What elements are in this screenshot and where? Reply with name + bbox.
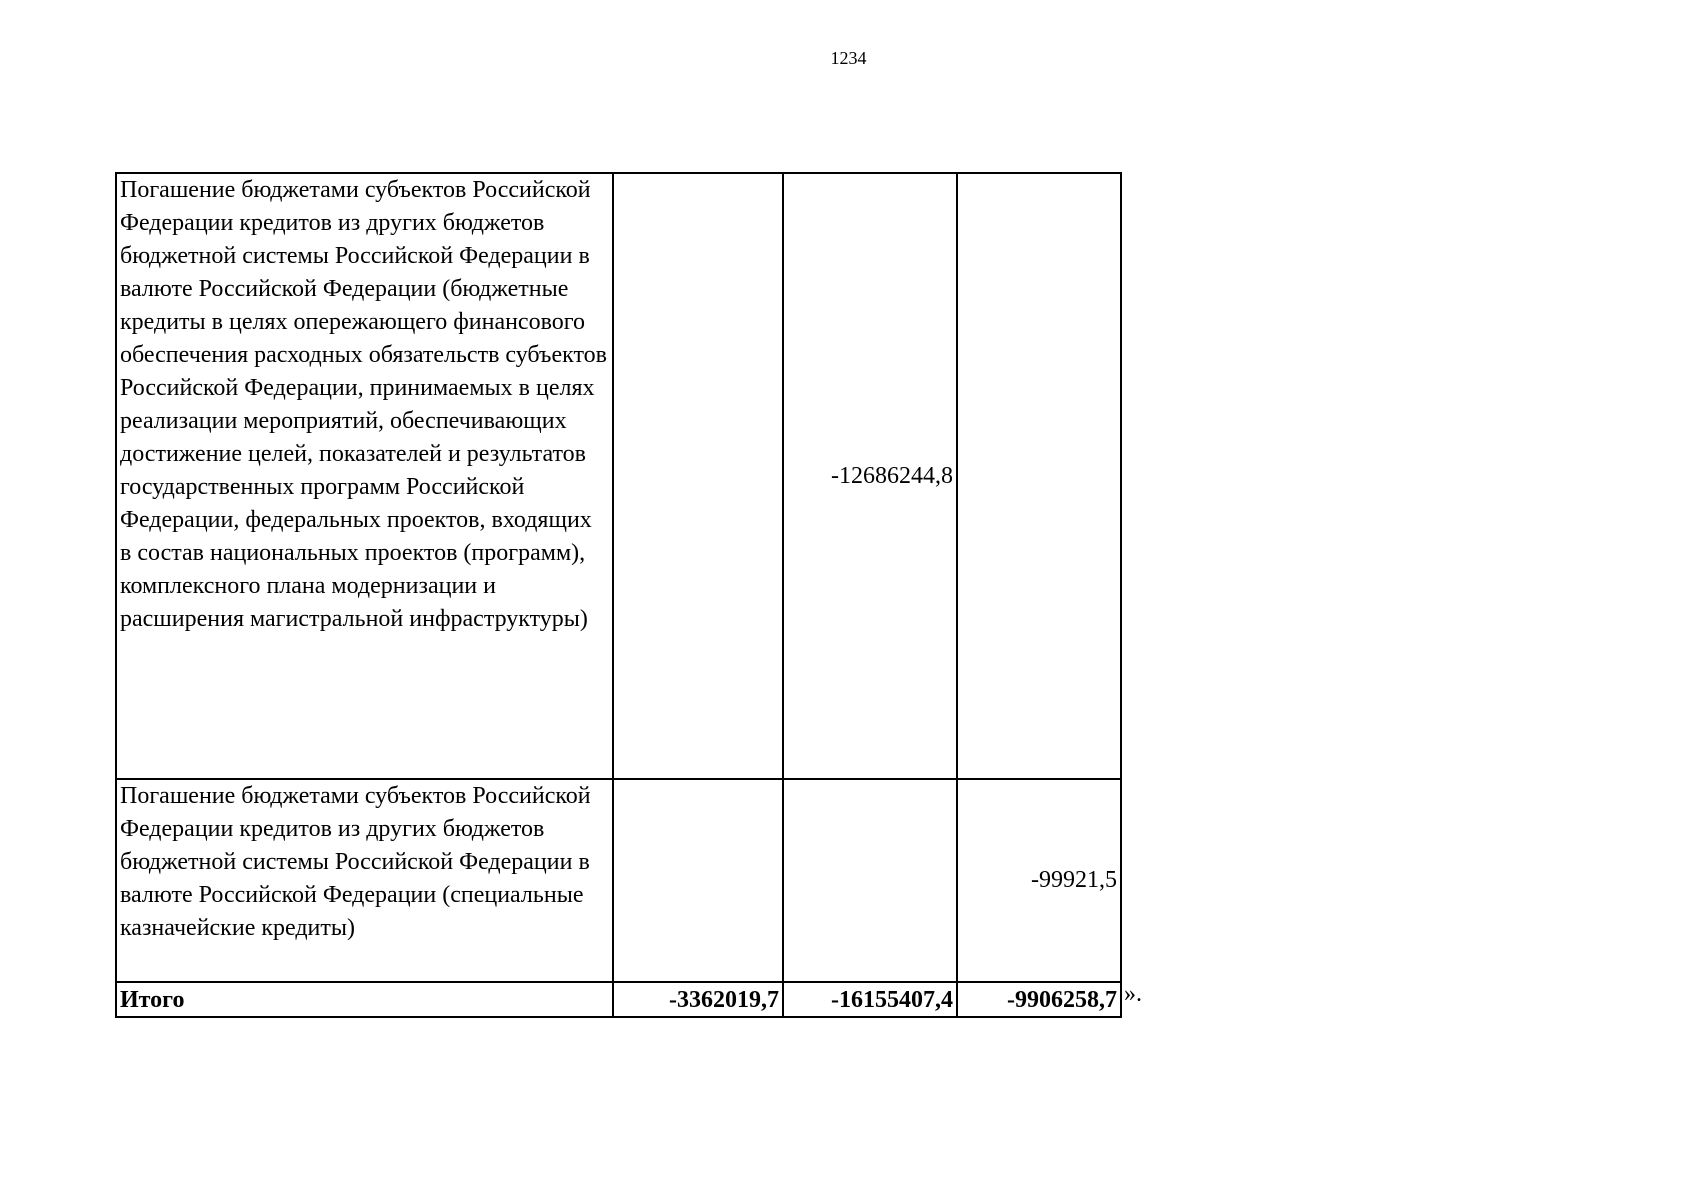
page-number: 1234 — [830, 48, 867, 68]
closing-quote-mark: ». — [1124, 981, 1142, 1007]
total-row — [116, 982, 1121, 1017]
table-row — [116, 173, 1121, 779]
total-value-col2: -16155407,4 — [783, 982, 957, 1017]
row-description: Погашение бюджетами субъектов Российской Федерации кредитов из других бюджетов бюджетной системы Российской Федерации в валюте Российской Федерации (специальные казначейские кредиты) — [116, 779, 613, 982]
row-value-col3 — [957, 173, 1121, 779]
budget-table — [115, 172, 1122, 1018]
table-row — [116, 779, 1121, 982]
row-value-col1 — [613, 779, 783, 982]
row-value-col1 — [613, 173, 783, 779]
row-value-col2 — [783, 779, 957, 982]
total-value-col3: -9906258,7 — [957, 982, 1121, 1017]
row-value-col3: -99921,5 — [957, 779, 1121, 982]
total-label: Итого — [116, 982, 613, 1017]
row-value-col2: -12686244,8 — [783, 173, 957, 779]
row-description: Погашение бюджетами субъектов Российской Федерации кредитов из других бюджетов бюджетной системы Российской Федерации в валюте Российской Федерации (бюджетные кредиты в целях опережающего финансового обеспечения расходных обязательств субъектов Российской Федерации, принимаемых в целях реализации мероприятий, обеспечивающих достижение целей, показателей и результатов государственных программ Российской Федерации, федеральных проектов, входящих в состав национальных проектов (программ), комплексного плана модернизации и расширения магистральной инфраструктуры) — [116, 173, 613, 779]
total-value-col1: -3362019,7 — [613, 982, 783, 1017]
